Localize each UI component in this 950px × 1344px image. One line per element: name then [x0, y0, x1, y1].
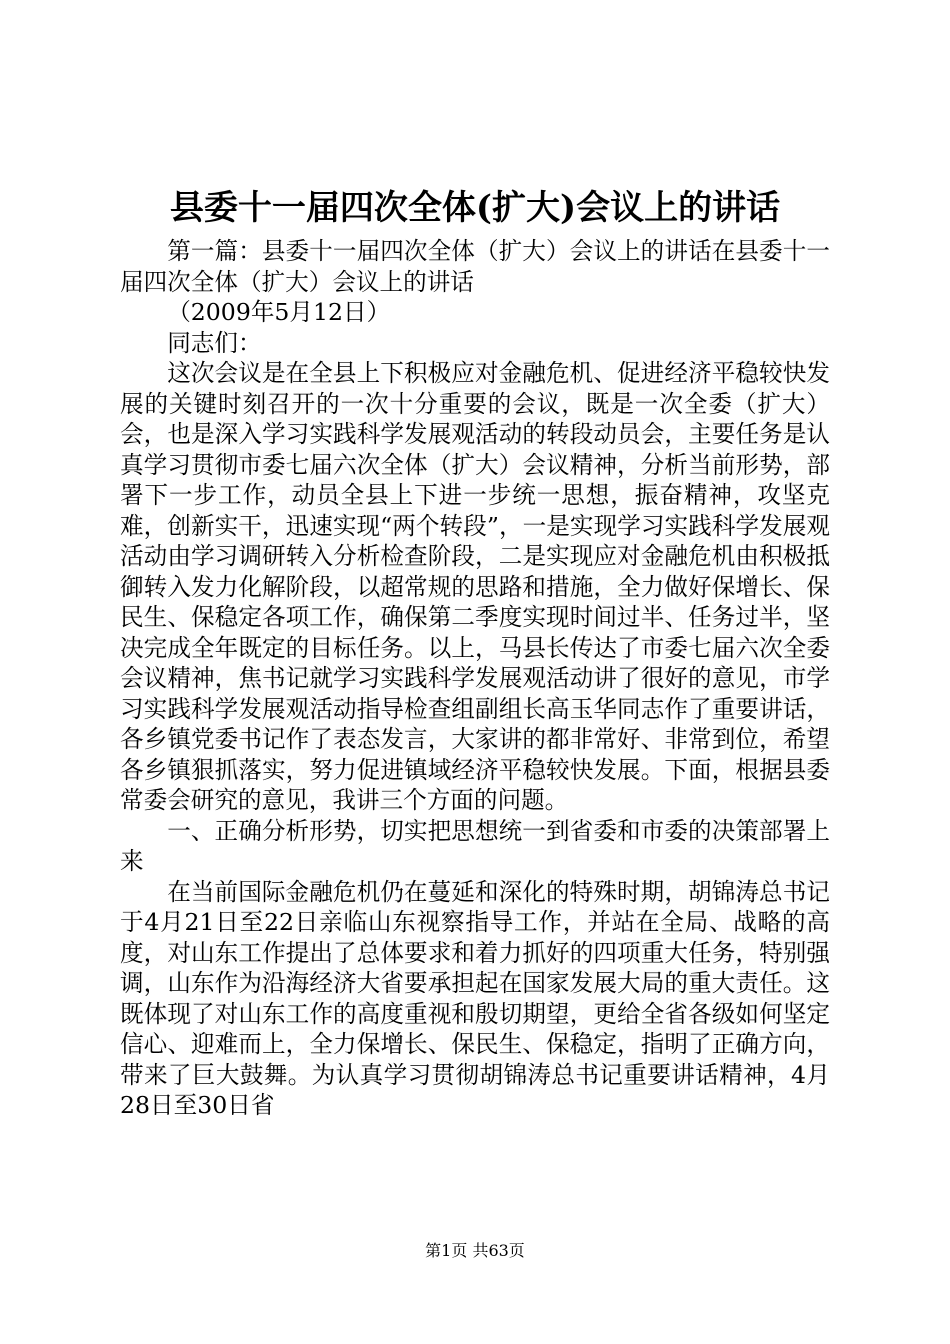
document-body	[120, 236, 830, 1121]
paragraph-salutation: 同志们：	[167, 328, 262, 357]
paragraph-section-heading: 一、正确分析形势，切实把思想统一到省委和市委的决策部署上来	[120, 816, 830, 875]
paragraph-heading-first: 第一篇：县委十一届四次全体（扩大）会议上的讲话在县委十一届四次全体（扩大）会议上的讲话	[120, 237, 830, 296]
page-number-footer: 第1页 共63页	[425, 1241, 525, 1260]
document-title: 县委十一届四次全体(扩大)会议上的讲话	[169, 188, 781, 228]
paragraph-section-body: 在当前国际金融危机仍在蔓延和深化的特殊时期，胡锦涛总书记于4月21日至22日亲临山东视察指导工作，并站在全局、战略的高度，对山东工作提出了总体要求和着力抓好的四项重大任务，特别强调，山东作为沿海经济大省要承担起在国家发展大局的重大责任。这既体现了对山东工作的高度重视和殷切期望，更给全省各级如何坚定信心、迎难而上，全力保增长、保民生、保稳定，指明了正确方向，带来了巨大鼓舞。为认真学习贯彻胡锦涛总书记重要讲话精神，4月28日至30日省	[120, 877, 830, 1119]
paragraph-date: （2009年5月12日）	[167, 298, 391, 326]
paragraph-intro: 这次会议是在全县上下积极应对金融危机、促进经济平稳较快发展的关键时刻召开的一次十分重要的会议，既是一次全委（扩大）会，也是深入学习实践科学发展观活动的转段动员会，主要任务是认真学习贯彻市委七届六次全体（扩大）会议精神，分析当前形势，部署下一步工作，动员全县上下进一步统一思想，振奋精神，攻坚克难，创新实干，迅速实现“两个转段”，一是实现学习实践科学发展观活动由学习调研转入分析检查阶段，二是实现应对金融危机由积极抵御转入发力化解阶段，以超常规的思路和措施，全力做好保增长、保民生、保稳定各项工作，确保第二季度实现时间过半、任务过半，坚决完成全年既定的目标任务。以上，马县长传达了市委七届六次全委会议精神，焦书记就学习实践科学发展观活动讲了很好的意见，市学习实践科学发展观活动指导检查组副组长高玉华同志作了重要讲话，各乡镇党委书记作了表态发言，大家讲的都非常好、非常到位，希望各乡镇狠抓落实，努力促进镇域经济平稳较快发展。下面，根据县委常委会研究的意见，我讲三个方面的问题。	[120, 359, 830, 814]
